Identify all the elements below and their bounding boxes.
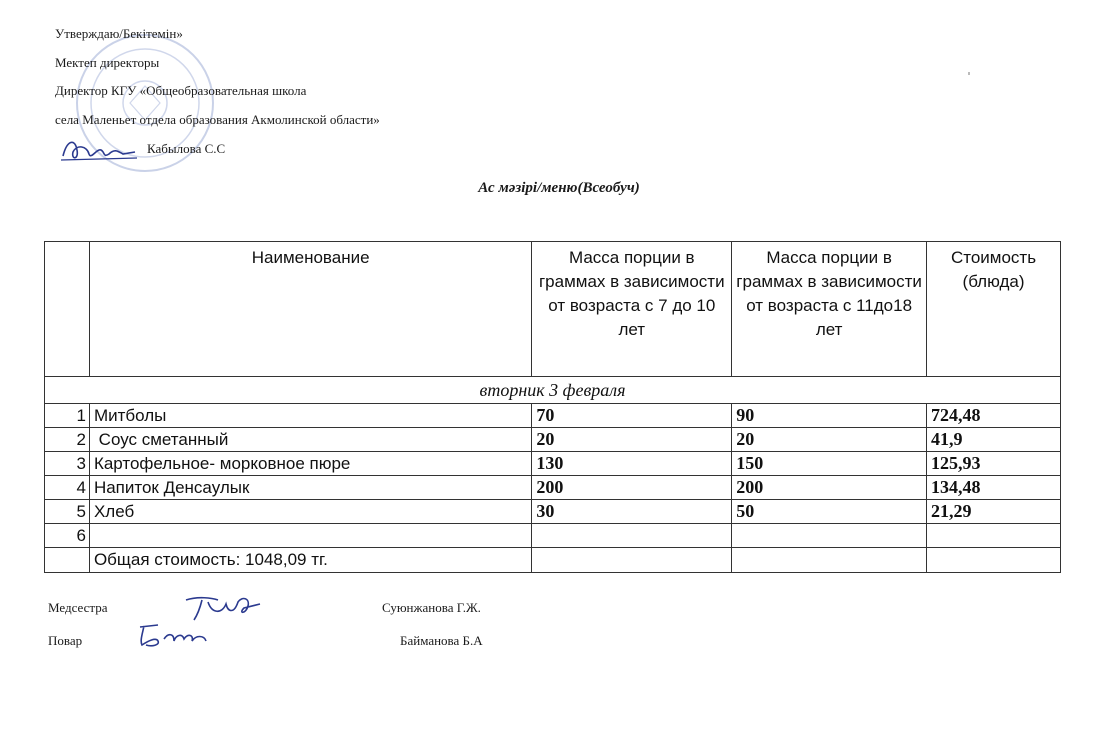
row-name: Напиток Денсаулык [89,476,531,500]
menu-table [44,241,1061,573]
row-name: Хлеб [89,500,531,524]
menu-date: вторник 3 февраля [45,377,1061,404]
director-name: Кабылова С.С [147,140,226,156]
row-num: 1 [45,404,90,428]
row-cost [927,524,1061,548]
row-cost: 134,48 [927,476,1061,500]
nurse-name: Суюнжанова Г.Ж. [382,600,481,615]
row-cost: 724,48 [927,404,1061,428]
approval-block [55,20,380,164]
row-name: Митболы [89,404,531,428]
cook-name: Байманова Б.А [400,633,483,648]
row-num: 2 [45,428,90,452]
table-header-row [45,242,1061,377]
row-mass-11-18: 90 [732,404,927,428]
row-mass-11-18: 150 [732,452,927,476]
cook-label: Повар [48,633,83,648]
header-mass-7-10: Масса порции в граммах в зависимости от возраста с 7 до 10 лет [532,242,732,377]
row-mass-11-18: 50 [732,500,927,524]
row-mass-11-18: 200 [732,476,927,500]
row-mass-7-10: 70 [532,404,732,428]
row-cost: 41,9 [927,428,1061,452]
table-row [45,404,1061,428]
total-empty-cell [532,548,732,573]
row-mass-11-18 [732,524,927,548]
row-mass-11-18: 20 [732,428,927,452]
total-row [45,548,1061,573]
table-row [45,452,1061,476]
approval-line-2: Мектеп директоры [55,54,160,70]
row-name: Картофельное- морковное пюре [89,452,531,476]
row-num: 6 [45,524,90,548]
row-mass-7-10: 200 [532,476,732,500]
row-mass-7-10: 20 [532,428,732,452]
row-num: 3 [45,452,90,476]
row-cost: 125,93 [927,452,1061,476]
row-mass-7-10: 130 [532,452,732,476]
row-mass-7-10: 30 [532,500,732,524]
approval-line-4: села Маленьет отдела образования Акмолинской области» [55,111,380,127]
nurse-label: Медсестра [48,600,108,615]
table-row [45,428,1061,452]
row-mass-7-10 [532,524,732,548]
scan-speck [968,72,970,75]
director-sign-row [55,134,380,164]
total-cost: Общая стоимость: 1048,09 тг. [89,548,531,573]
total-empty-cell [45,548,90,573]
header-num [45,242,90,377]
table-row [45,524,1061,548]
cook-signature-icon [134,621,224,651]
table-row [45,500,1061,524]
table-row [45,476,1061,500]
total-empty-cell [732,548,927,573]
row-num: 4 [45,476,90,500]
approval-line-3: Директор КГУ «Общеобразовательная школа [55,83,307,98]
director-signature-icon [57,134,147,164]
row-name: Соус сметанный [89,428,531,452]
header-mass-11-18: Масса порции в граммах в зависимости от возраста с 11до18 лет [732,242,927,377]
header-cost: Стоимость (блюда) [927,242,1061,377]
total-empty-cell [927,548,1061,573]
row-name [89,524,531,548]
approval-line-1: Утверждаю/Бекітемін» [55,26,183,41]
header-name: Наименование [89,242,531,377]
nurse-signature-icon [178,592,268,622]
menu-title: Ас мәзірі/меню(Всеобуч) [478,180,640,196]
date-row [45,377,1061,404]
row-num: 5 [45,500,90,524]
row-cost: 21,29 [927,500,1061,524]
